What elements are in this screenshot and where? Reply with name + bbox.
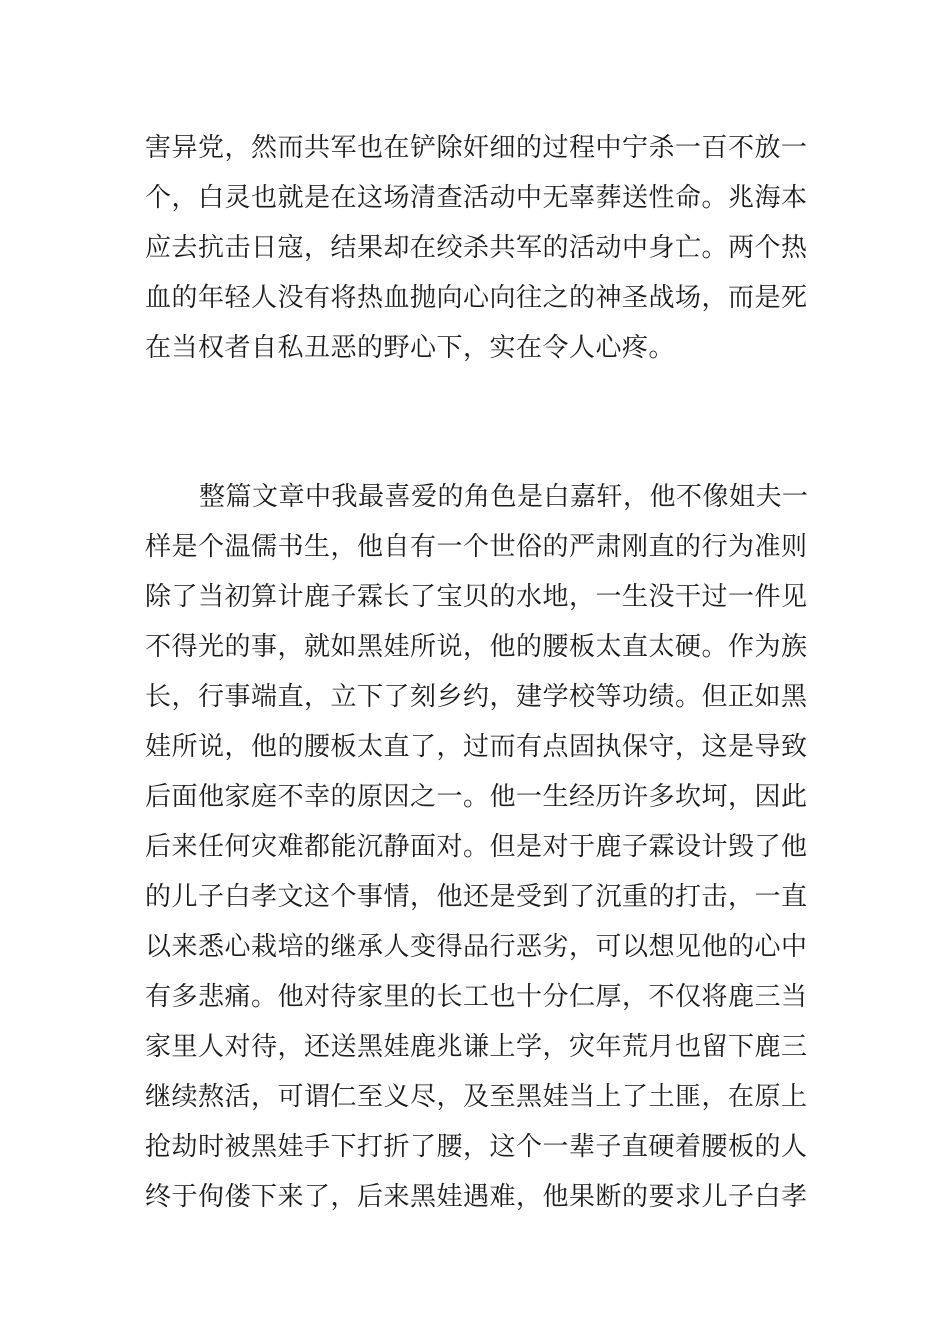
paragraph-2-line-14: 抢劫时被黑娃手下打折了腰，这个一辈子直硬着腰板的人 — [145, 1132, 808, 1162]
paragraph-2-line-6: 娃所说，他的腰板太直了，过而有点固执保守，这是导致 — [145, 732, 808, 762]
paragraph-2-line-12: 家里人对待，还送黑娃鹿兆谦上学，灾年荒月也留下鹿三 — [145, 1032, 808, 1062]
paragraph-2-line-11: 有多悲痛。他对待家里的长工也十分仁厚，不仅将鹿三当 — [145, 982, 808, 1012]
paragraph-1-line-3: 应去抗击日寇，结果却在绞杀共军的活动中身亡。两个热 — [145, 233, 808, 263]
paragraph-2-line-10: 以来悉心栽培的继承人变得品行恶劣，可以想见他的心中 — [145, 932, 808, 962]
paragraph-2-line-1: 整篇文章中我最喜爱的角色是白嘉轩，他不像姐夫一 — [199, 482, 809, 512]
paragraph-1-line-1: 害异党，然而共军也在铲除奸细的过程中宁杀一百不放一 — [145, 133, 808, 163]
paragraph-2-line-13: 继续熬活，可谓仁至义尽，及至黑娃当上了土匪，在原上 — [145, 1082, 808, 1112]
paragraph-2-line-2: 样是个温儒书生，他自有一个世俗的严肃刚直的行为准则 — [145, 532, 808, 562]
paragraph-2-line-3: 除了当初算计鹿子霖长了宝贝的水地，一生没干过一件见 — [145, 582, 808, 612]
paragraph-1-line-5: 在当权者自私丑恶的野心下，实在令人心疼。 — [145, 333, 676, 363]
paragraph-2-line-15: 终于佝偻下来了，后来黑娃遇难，他果断的要求儿子白孝 — [145, 1182, 808, 1212]
paragraph-1-line-2: 个，白灵也就是在这场清查活动中无辜葬送性命。兆海本 — [145, 183, 808, 213]
paragraph-2-line-4: 不得光的事，就如黑娃所说，他的腰板太直太硬。作为族 — [145, 632, 808, 662]
paragraph-2-line-5: 长，行事端直，立下了刻乡约，建学校等功绩。但正如黑 — [145, 682, 808, 712]
paragraph-2-line-9: 的儿子白孝文这个事情，他还是受到了沉重的打击，一直 — [145, 882, 808, 912]
paragraph-2-line-8: 后来任何灾难都能沉静面对。但是对于鹿子霖设计毁了他 — [145, 832, 808, 862]
paragraph-1-line-4: 血的年轻人没有将热血抛向心向往之的神圣战场，而是死 — [145, 283, 808, 313]
paragraph-2-line-7: 后面他家庭不幸的原因之一。他一生经历许多坎坷，因此 — [145, 782, 808, 812]
